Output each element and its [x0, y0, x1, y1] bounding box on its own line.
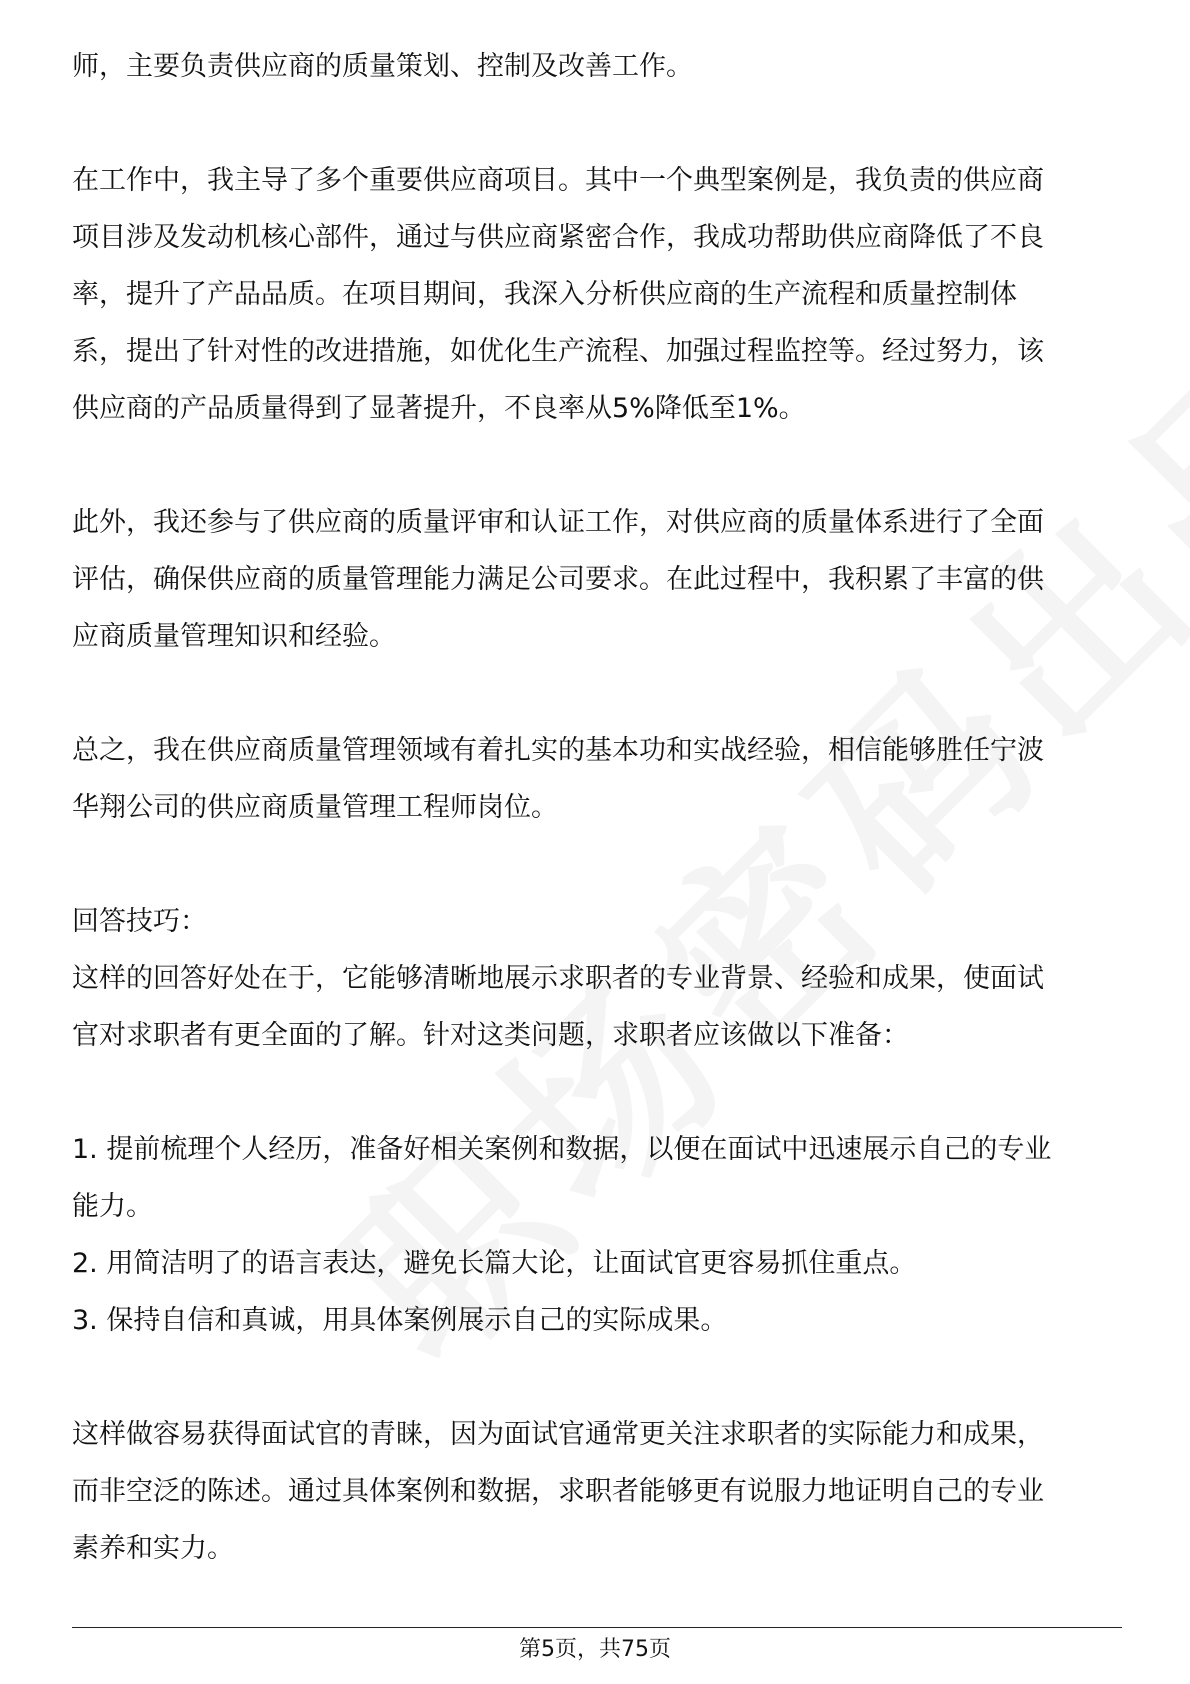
- paragraph-line: 供应商的产品质量得到了显著提升，不良率从5%降低至1%。: [72, 393, 806, 424]
- list-item: 3. 保持自信和真诚，用具体案例展示自己的实际成果。: [72, 1305, 728, 1336]
- paragraph-line: 官对求职者有更全面的了解。针对这类问题，求职者应该做以下准备：: [72, 1020, 909, 1051]
- paragraph-line: 这样的回答好处在于，它能够清晰地展示求职者的专业背景、经验和成果，使面试: [72, 963, 1044, 994]
- list-item: 2. 用简洁明了的语言表达，避免长篇大论，让面试官更容易抓住重点。: [72, 1248, 917, 1279]
- list-item: 能力。: [72, 1191, 153, 1222]
- paragraph-line: 率，提升了产品品质。在项目期间，我深入分析供应商的生产流程和质量控制体: [72, 279, 1017, 310]
- tips-heading: 回答技巧：: [72, 906, 207, 937]
- paragraph-line: 应商质量管理知识和经验。: [72, 621, 396, 652]
- page-number: 第5页，共75页: [519, 1637, 671, 1662]
- paragraph-line: 评估，确保供应商的质量管理能力满足公司要求。在此过程中，我积累了丰富的供: [72, 564, 1044, 595]
- paragraph-line: 而非空泛的陈述。通过具体案例和数据，求职者能够更有说服力地证明自己的专业: [72, 1476, 1044, 1507]
- paragraph-line: 华翔公司的供应商质量管理工程师岗位。: [72, 792, 558, 823]
- paragraph-line: 总之，我在供应商质量管理领域有着扎实的基本功和实战经验，相信能够胜任宁波: [72, 735, 1044, 766]
- paragraph-line: 此外，我还参与了供应商的质量评审和认证工作，对供应商的质量体系进行了全面: [72, 507, 1044, 538]
- paragraph-line: 在工作中，我主导了多个重要供应商项目。其中一个典型案例是，我负责的供应商: [72, 165, 1044, 196]
- paragraph-line: 系，提出了针对性的改进措施，如优化生产流程、加强过程监控等。经过努力，该: [72, 336, 1044, 367]
- list-item: 1. 提前梳理个人经历，准备好相关案例和数据，以便在面试中迅速展示自己的专业: [72, 1134, 1052, 1165]
- paragraph-line: 项目涉及发动机核心部件，通过与供应商紧密合作，我成功帮助供应商降低了不良: [72, 222, 1044, 253]
- paragraph-line: 师，主要负责供应商的质量策划、控制及改善工作。: [72, 51, 693, 82]
- paragraph-line: 这样做容易获得面试官的青睐，因为面试官通常更关注求职者的实际能力和成果，: [72, 1419, 1044, 1450]
- document-body: [72, 38, 1122, 1577]
- footer-divider: [72, 1627, 1122, 1628]
- paragraph-line: 素养和实力。: [72, 1533, 234, 1564]
